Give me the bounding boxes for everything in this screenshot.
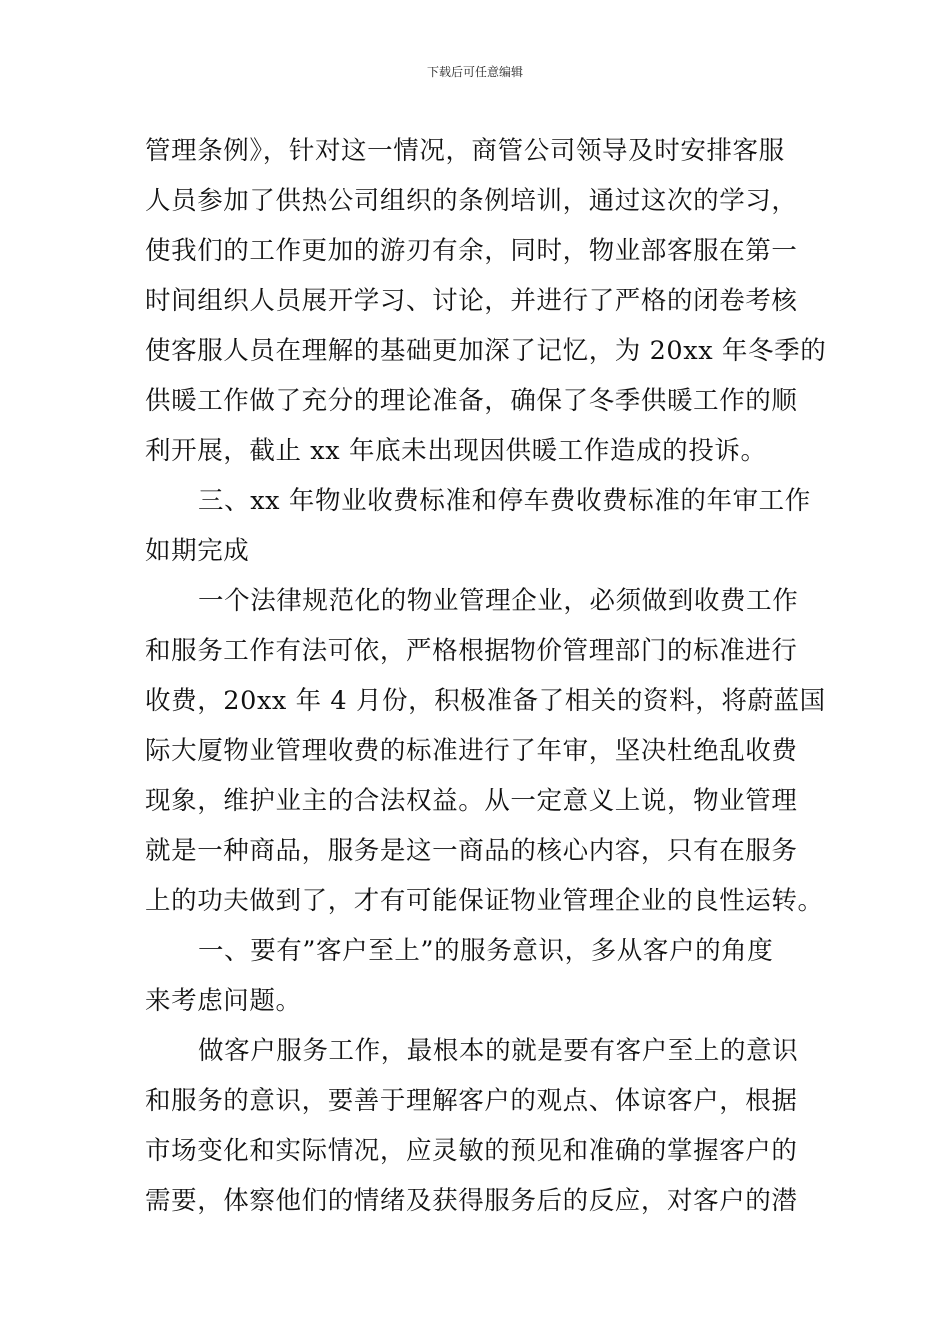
- section-heading: 三、xx 年物业收费标准和停车费收费标准的年审工作: [198, 486, 811, 516]
- paragraph-start: 一个法律规范化的物业管理企业，必须做到收费工作: [198, 586, 799, 616]
- text-line: 人员参加了供热公司组织的条例培训，通过这次的学习，: [145, 186, 798, 216]
- text-line: 市场变化和实际情况，应灵敏的预见和准确的掌握客户的: [145, 1136, 798, 1166]
- text-line: 际大厦物业管理收费的标准进行了年审，坚决杜绝乱收费: [145, 736, 798, 766]
- section-heading-continued: 如期完成: [145, 536, 250, 566]
- text-line: 利开展，截止 xx 年底未出现因供暖工作造成的投诉。: [145, 436, 767, 466]
- header-note: 下载后可任意编辑: [426, 65, 523, 79]
- paragraph-start: 做客户服务工作，最根本的就是要有客户至上的意识: [198, 1036, 799, 1066]
- text-line: 和服务的意识，要善于理解客户的观点、体谅客户，根据: [145, 1086, 798, 1116]
- text-line: 和服务工作有法可依，严格根据物价管理部门的标准进行: [145, 636, 798, 666]
- document-body: [145, 126, 827, 1226]
- section-heading: 一、要有”客户至上”的服务意识，多从客户的角度: [198, 936, 774, 966]
- text-line: 需要，体察他们的情绪及获得服务后的反应，对客户的潜: [145, 1186, 798, 1216]
- text-line: 就是一种商品，服务是这一商品的核心内容，只有在服务: [145, 836, 798, 866]
- text-line: 时间组织人员展开学习、讨论，并进行了严格的闭卷考核: [145, 286, 798, 316]
- text-line: 供暖工作做了充分的理论准备，确保了冬季供暖工作的顺: [145, 386, 798, 416]
- text-line: 上的功夫做到了，才有可能保证物业管理企业的良性运转。: [145, 886, 824, 916]
- section-heading-continued: 来考虑问题。: [145, 986, 302, 1016]
- text-line: 使客服人员在理解的基础更加深了记忆，为 20xx 年冬季的: [145, 336, 827, 366]
- text-line: 使我们的工作更加的游刃有余，同时，物业部客服在第一: [145, 236, 798, 266]
- text-line: 管理条例》，针对这一情况，商管公司领导及时安排客服: [145, 136, 785, 166]
- text-line: 现象，维护业主的合法权益。从一定意义上说，物业管理: [145, 786, 798, 816]
- text-line: 收费，20xx 年 4 月份，积极准备了相关的资料，将蔚蓝国: [145, 686, 826, 716]
